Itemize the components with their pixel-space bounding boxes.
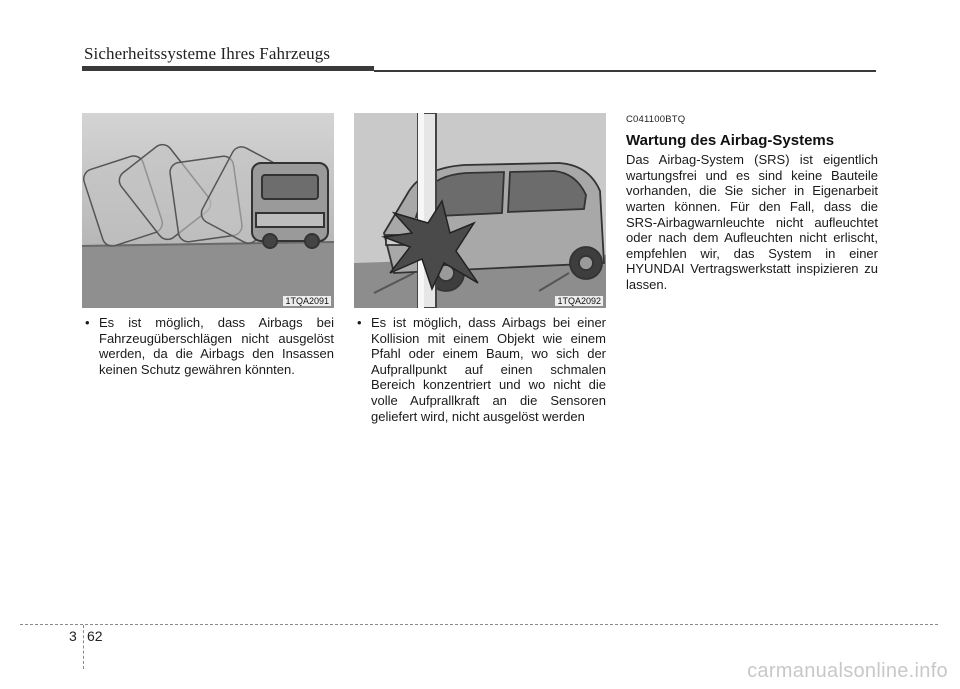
bullet-symbol: • xyxy=(85,315,90,330)
watermark: carmanualsonline.info xyxy=(747,660,948,682)
footer-chapter-number: 3 xyxy=(69,628,77,644)
bullet-item xyxy=(354,315,606,424)
footer-divider xyxy=(83,625,84,669)
header-rule-thick xyxy=(82,66,374,71)
figure-code-label: 1TQA2091 xyxy=(285,296,329,306)
page-header-title: Sicherheitssysteme Ihres Fahrzeugs xyxy=(84,44,331,63)
section-code: C041100BTQ xyxy=(626,114,686,125)
section-heading: Wartung des Airbag-Systems xyxy=(626,131,835,149)
header-rule-thin xyxy=(374,70,876,72)
section-body: Das Airbag-System (SRS) ist eigentlich wartungsfrei und es sind keine Bauteile vorhanden, die Sie sicher in Eigenarbeit warten können. Für den Fall, dass die SRS-Airbagwarnleuchte nicht aufleuchtet oder nach dem Aufleuchten nicht erlischt, empfehlen wir, das System in einer HYUNDAI Vertragswerkstatt inspizieren zu lassen. xyxy=(626,152,878,292)
footer-rule xyxy=(20,624,938,625)
bullet-text-pole: Es ist möglich, dass Airbags bei einer Kollision mit einem Objekt wie einem Pfahl oder einem Baum, wo sich der Aufprallpunkt auf einen schmalen Bereich konzentriert und wo nicht die volle Aufprallkraft an die Sensoren geliefert wird, nicht ausgelöst werden xyxy=(371,315,606,424)
bullet-text-rollover: Es ist möglich, dass Airbags bei Fahrzeugüberschlägen nicht ausgelöst werden, da die Airbags den Insassen keinen Schutz gewähren könnten. xyxy=(99,315,334,377)
bullet-item xyxy=(82,315,334,377)
pole-collision-illustration xyxy=(354,113,606,308)
rollover-illustration xyxy=(82,113,334,308)
figure-rollover xyxy=(82,113,334,308)
column-1-text xyxy=(82,315,334,377)
column-2-text xyxy=(354,315,606,424)
bullet-symbol: • xyxy=(357,315,362,330)
figure-code-label: 1TQA2092 xyxy=(557,296,601,306)
column-3-text xyxy=(626,112,878,293)
footer-page-number: 62 xyxy=(87,628,103,644)
figure-pole-collision xyxy=(354,113,606,308)
